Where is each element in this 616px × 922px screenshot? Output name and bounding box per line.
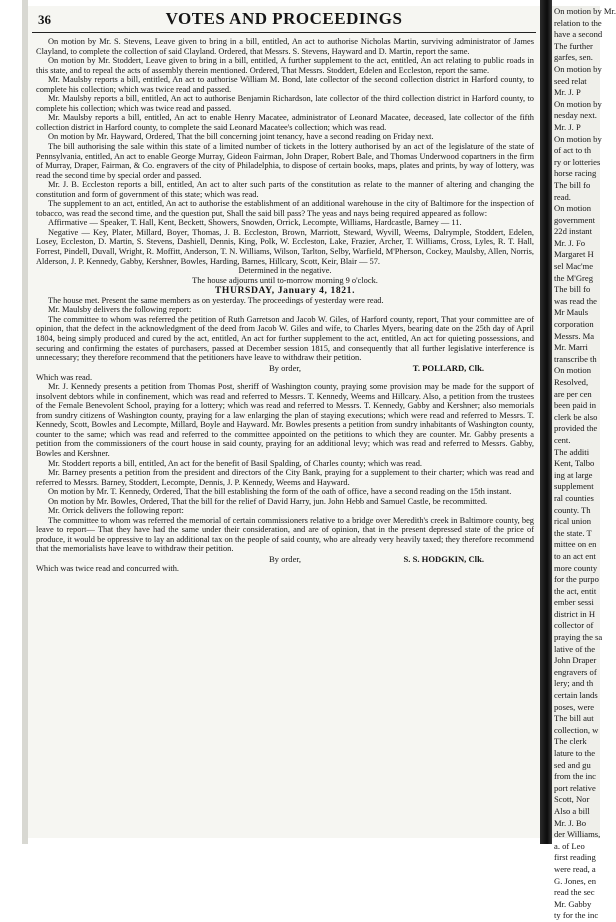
facing-page-line: John Draper <box>554 655 597 666</box>
facing-page-line: from the inc <box>554 771 596 782</box>
facing-page-line: the state. T <box>554 527 592 538</box>
facing-page-line: district in H <box>554 608 596 619</box>
facing-page-line: clerk be also <box>554 411 598 422</box>
signature-line <box>36 363 534 373</box>
facing-page-line: mittee on en <box>554 539 597 550</box>
paragraph: Mr. Orrick delivers the following report: <box>48 506 184 516</box>
facing-page-line: Mr. J. P <box>554 121 581 132</box>
facing-page-line: government <box>554 214 596 225</box>
facing-page-line: On motion by <box>554 63 602 74</box>
facing-page-line: was read the <box>554 295 597 306</box>
paragraph: The house met. Present the same members as on yesterday. The proceedings of yesterday were read. <box>48 295 384 305</box>
facing-page-line: rical union <box>554 516 591 527</box>
facing-page-line: ral counties <box>554 492 594 503</box>
paragraph: Mr. Stoddert reports a bill, entitled, An act for the benefit of Basil Spalding, of Charles county; which was read. <box>48 458 422 468</box>
facing-page-edge <box>552 6 616 921</box>
document-body <box>28 33 540 574</box>
facing-page-line: of act to th <box>554 145 591 156</box>
facing-page-line: more county <box>554 562 598 573</box>
facing-page-line: On motion by <box>554 98 602 109</box>
facing-page-line: collector of <box>554 620 594 631</box>
paragraph: Mr. J. B. Eccleston reports a bill, entitled, An act to alter such parts of the constitution as relate to the manner of altering and changing the constitution and form of government of this state; which was read. <box>36 180 534 199</box>
facing-page-line: Scott, Nor <box>554 794 590 805</box>
paragraph: On motion by Mr. S. Stevens, Leave given to bring in a bill, entitled, An act to authorise Nicholas Martin, surviving administrator of James Clayland, to complete the collection of said Clayland. Ordered, that Messrs. S. Stevens, Hayward and D. Martin, report the same. <box>36 37 534 56</box>
paragraph: Which was twice read and concurred with. <box>36 563 180 573</box>
facing-page-line: nesday next. <box>554 110 597 121</box>
paragraph: Affirmative — Speaker, T. Hall, Kent, Beckett, Showers, Snowden, Orrick, Lecompte, Williams, Hardcastle, Barney — 11. <box>48 218 462 228</box>
facing-page-line: port relative <box>554 782 596 793</box>
facing-page-line: Resolved, <box>554 377 589 387</box>
facing-page-line: On motion <box>554 365 592 376</box>
paragraph: Mr. Maulsby reports a bill, entitled, An act to authorise Benjamin Richardson, late collector of the third collection district in Harford county, to complete his collection; which was twice read and passed. <box>36 94 534 113</box>
facing-page-line: read the sec <box>554 887 595 898</box>
book-gutter <box>540 0 552 844</box>
facing-page-line: The additi <box>554 446 590 457</box>
by-order-text: By order, <box>268 553 302 564</box>
facing-page-line: Messrs. Ma <box>554 330 595 341</box>
facing-page-line: Mr. J. Bo <box>554 817 586 828</box>
facing-page-line: transcribe th <box>554 353 597 364</box>
facing-page-line: garfes, sen. <box>554 52 593 63</box>
facing-page-line: lative of the <box>554 643 596 654</box>
paragraph: The supplement to an act, entitled, An act to authorise the establishment of an additional warehouse in the city of Baltimore for the inspection of tobacco, was read the second time, and the question put, Shall the said bill pass? The yeas and nays being required appeared as follow: <box>36 199 534 218</box>
facing-page-line: provided the <box>554 423 598 434</box>
facing-page-line: the act, entit <box>554 585 597 596</box>
signature-line <box>36 554 534 564</box>
date-heading: THURSDAY, January 4, 1821. <box>214 285 356 297</box>
facing-page-line: been paid in <box>554 400 596 411</box>
facing-page-line: read. <box>554 191 571 202</box>
facing-page-line: supplement <box>554 481 594 492</box>
paragraph: Mr. Maulsby reports a bill, entitled, An act to enable Henry Macatee, administrator of Leonard Macatee, deceased, late collector of the fifth collection district in Harford county, to complete the said Leonard Macatee's collection; which was read. <box>36 113 534 132</box>
page-header <box>32 6 536 33</box>
paragraph: Determined in the negative. <box>238 266 332 276</box>
facing-page-line: ry or lotteries <box>554 156 601 167</box>
facing-page-line: The clerk <box>554 736 587 747</box>
clerk-signature: T. POLLARD, Clk. <box>412 362 484 373</box>
facing-page-line: The further <box>554 40 593 51</box>
paragraph: Mr. Maulsby reports a bill, entitled, An act to authorise William M. Bond, late collector of the second collection district in Harford county, to complete his collection; which was twice read and passed. <box>36 75 534 94</box>
facing-page-line: collection, w <box>554 724 599 735</box>
facing-page-line: Mr. Gabby <box>554 898 592 909</box>
facing-page-line: lature to the <box>554 748 596 758</box>
facing-page-line: sel Mac'me <box>554 261 594 272</box>
facing-page-line: are per cen <box>554 388 592 399</box>
facing-page-line: seed relat <box>554 75 587 86</box>
facing-page-line: engravers of <box>554 666 597 677</box>
paragraph: On motion by Mr. Bowles, Ordered, That the bill for the relief of David Harry, jun. John Hebb and Samuel Castle, be recommitted. <box>48 496 488 506</box>
paragraph: On motion by Mr. T. Kennedy, Ordered, That the bill establishing the form of the oath of office, have a second reading on the 15th instant. <box>48 487 512 497</box>
facing-page-line: Kent, Talbo <box>554 458 595 469</box>
facing-page-line: to an act ent <box>554 550 596 561</box>
facing-page-line: sed and gu <box>554 759 591 770</box>
facing-page-line: The bill aut <box>554 713 594 724</box>
paragraph: Negative — Key, Plater, Millard, Boyer, Thomas, J. B. Eccleston, Brown, Marriott, Steward, Wyvill, Weems, Dalrymple, Stoddert, Edelen, Losey, Eccleston, D. Martin, S. Stevens, Dashiell, Dennis, King, Polk, W. Eccleston, Lake, Frazier, Archer, T. Williams, Cross, Lyles, R. T. Hall, Forrest, Pindell, Duvall, Wright, R. Moffitt, Anderson, T. N. Williams, Wilson, Tarlton, Selby, Warfield, M'Pherson, Cockey, Maulsby, Allen, Norris, Alderson, J. P. Kennedy, Gabby, Kershner, Bowles, Harding, Barnes, Hillcary, Scott, Keir, Blair — 57. <box>36 227 534 266</box>
facing-page-line: On motion <box>554 203 592 214</box>
paragraph: The house adjourns until to-morrow morning 9 o'clock. <box>192 275 378 285</box>
facing-page-line: have a second <box>554 29 603 40</box>
paragraph: Mr. Maulsby delivers the following report: <box>48 305 192 315</box>
page-number: 36 <box>38 12 51 27</box>
facing-page-line: Mr Mauls <box>554 307 589 318</box>
facing-page-line: horse racing <box>554 168 597 179</box>
facing-page-line: poses, were <box>554 701 595 712</box>
facing-page-line: G. Jones, en <box>554 875 597 886</box>
facing-page-line: Mr. Marri <box>554 342 588 353</box>
facing-page-line: Mr. J. Fo <box>554 237 586 248</box>
facing-page-line: Margaret H <box>554 249 594 260</box>
facing-page-line: first reading <box>554 852 596 863</box>
paragraph: Mr. Barney presents a petition from the president and directors of the City Bank, praying for a supplement to their charter; which was read and referred to Messrs. Barney, Stoddert, Lecompte, Dennis, J. P. Kennedy, Weems and Hayward. <box>36 468 534 487</box>
clerk-signature: S. S. HODGKIN, Clk. <box>403 553 484 564</box>
facing-page-line: relation to the <box>554 17 602 28</box>
facing-page-line: lery; and th <box>554 678 594 689</box>
paragraph: Mr. J. Kennedy presents a petition from Thomas Post, sheriff of Washington county, praying some provision may be made for the support of insolvent debtors while in confinement, which was read and referred to Messrs. T. Kennedy, Weems and Hillcary. Also, a petition from the trustees of the Female Benevolent School, praying for a lottery; which was read and referred to Messrs. T. Kennedy, Gabby and Kershner; also memorials from sundry citizens of Washington county, praying for a law enlarging the plan of staying executions; which were read and referred to Messrs. T. Kennedy, Scott, Bowles and Lecompte, Millard, Boyle and Hayward. Mr. Bowles presents a petition from sundry inhabitants of Washington county, counter to the same; which was read and referred to the committee appointed on the petitions to which they are counter. Mr. Gabby presents a petition from the commissioners of the court house in said county, praying for an additional levy; which was read and referred to Messrs. Gabby, Bowles and Kershner. <box>36 382 534 458</box>
facing-page-line: On motion by Mr. <box>554 6 616 16</box>
facing-page-line: On motion by <box>554 133 602 144</box>
facing-page-line: ty for the inc <box>554 910 599 921</box>
facing-page-line: cent. <box>554 434 571 445</box>
facing-page-line: The bill fo <box>554 284 591 295</box>
facing-page-line: ing at large <box>554 469 593 480</box>
facing-page-line: county. Th <box>554 504 591 515</box>
facing-page-line: corporation <box>554 319 594 330</box>
facing-page-line: were read, a <box>554 863 596 874</box>
facing-page-line: The bill fo <box>554 179 591 190</box>
paragraph: The bill authorising the sale within this state of a limited number of tickets in the lottery authorised by an act of the legislature of the state of Pennsylvania, entitled, An act to enable George Murray, Gideon Fairman, John Draper, Robert Bale, and Thomas Underwood copartners in the firm of Murray, Draper, Fairman, & Co. engravers of the city of Philadelphia, to dispose of certain books, maps, plates and prints, by way of lottery, was read the second time by special order and passed. <box>36 142 534 180</box>
facing-page-line: Also a bill <box>554 805 590 816</box>
facing-page-line: for the purpo <box>554 574 599 585</box>
paragraph: On motion by Mr. Hayward, Ordered, That the bill concerning joint tenancy, have a second reading on Friday next. <box>48 132 434 142</box>
facing-page-line: Mr. J. P <box>554 87 581 98</box>
facing-page-line: certain lands <box>554 690 598 701</box>
facing-page-line: 22d instant <box>554 226 592 237</box>
by-order-text: By order, <box>268 362 302 373</box>
facing-page-line: ember sessi <box>554 597 594 608</box>
paragraph: On motion by Mr. Stoddert, Leave given to bring in a bill, entitled, A further supplement to the act, entitled, An act relating to public roads in this state, and to repeal the acts of assembly therein mentioned. Ordered, That Messrs. Stoddert, Edelen and Eccleston, report the same. <box>36 56 534 75</box>
facing-page-line: the M'Greg <box>554 272 594 283</box>
paragraph: Which was read. <box>36 372 93 382</box>
facing-page-line: a. of Leo <box>554 840 585 851</box>
document-page <box>28 6 540 838</box>
facing-page-line: praying the sa <box>554 632 603 643</box>
facing-page-line: der Williams, <box>554 829 601 840</box>
paragraph: The committee to whom was referred the petition of Ruth Garretson and Jacob W. Giles, of Harford county, report, That your committee are of opinion, that the defect in the acknowledgment of the deed from Jacob W. Giles and wife, to Charles Myers, bearing date on the 25th day of April 1804, being simply produced and cured by the act, entitled, An act for further supplement to the act, entitled, An act for quieting possessions, and securing and confirming the estates of purchasers, passed at December session 1815, and consequently that all further legislative interference is unnecessary; they therefore recommend that the petitioners have leave to withdraw their petition. <box>36 314 534 363</box>
paragraph: The committee to whom was referred the memorial of certain commissioners relative to a bridge over Meredith's creek in Baltimore county, beg leave to report— That they have had the same under their consideration, and are of opinion, that in the present depressed state of the price of produce, it would be oppressive to lay an additional tax on the people of said county, who are already very heavily taxed; they therefore recommend that the memorialists have leave to withdraw their petition. <box>36 515 534 554</box>
running-title: VOTES AND PROCEEDINGS <box>165 9 403 28</box>
